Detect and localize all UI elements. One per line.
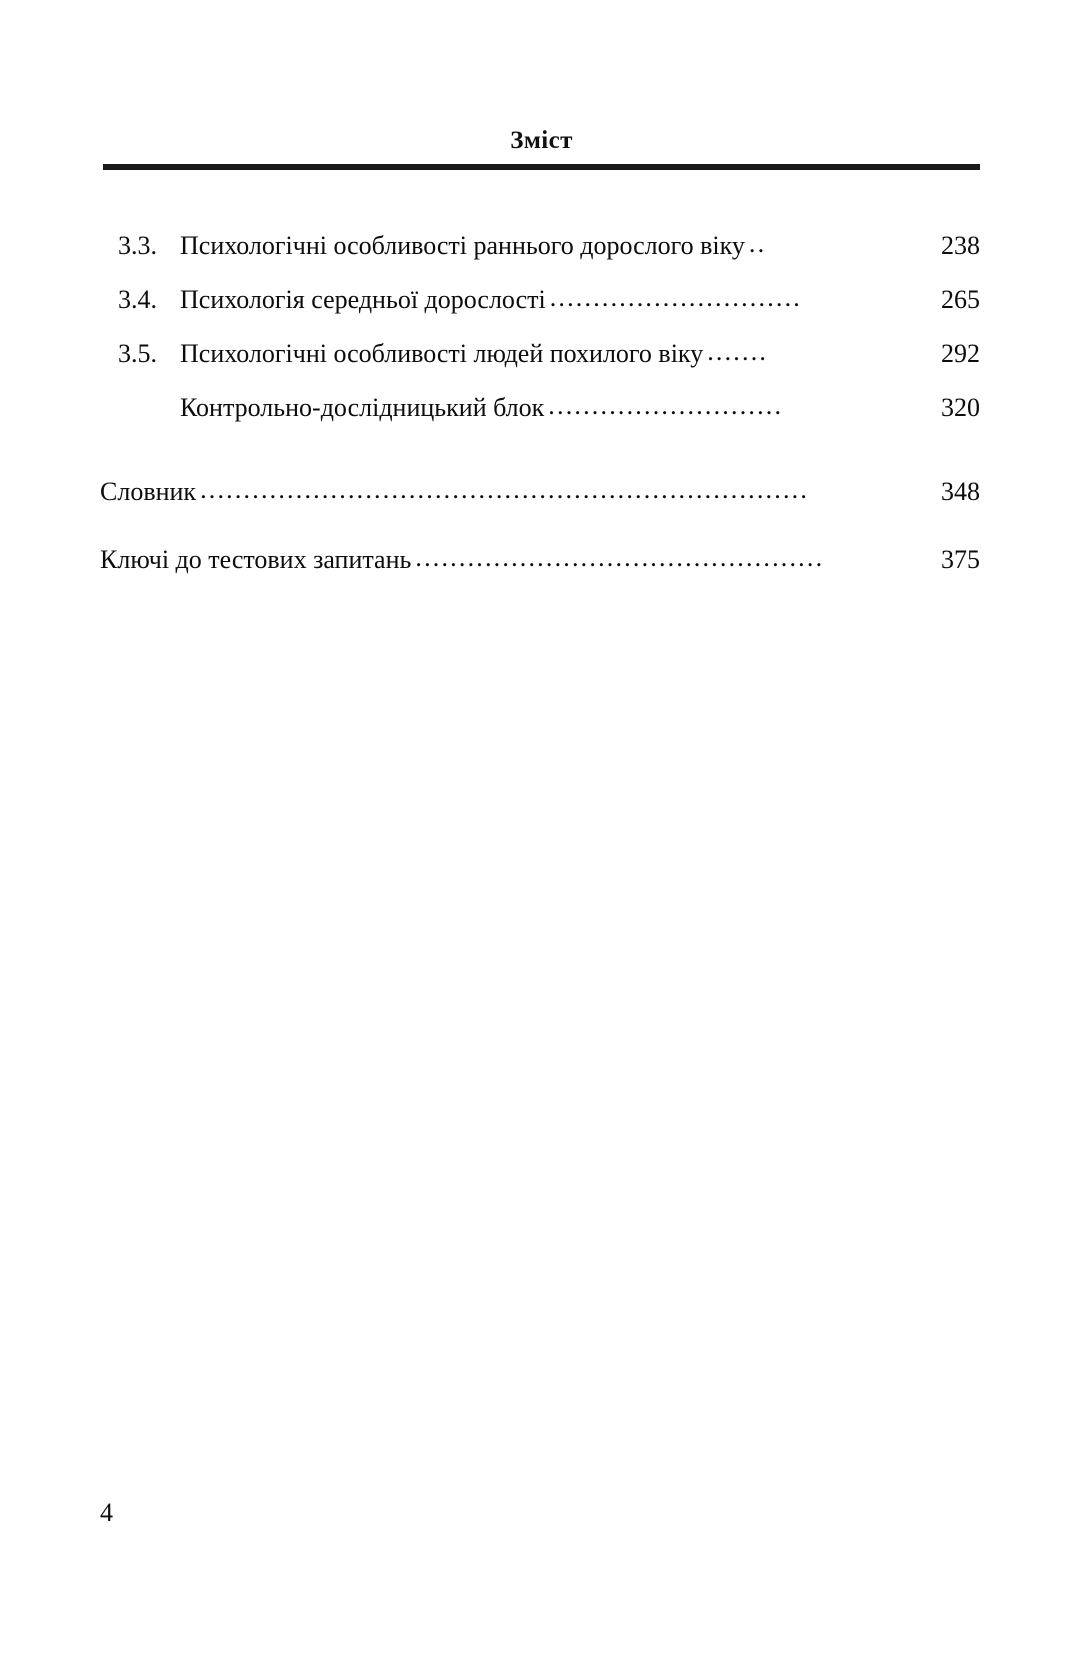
toc-entry[interactable]: [100, 285, 980, 315]
toc-entry[interactable]: [100, 545, 980, 575]
toc-entry-title: Психологічні особливості раннього дорослого віку: [180, 231, 745, 260]
toc-entry[interactable]: [100, 393, 980, 423]
toc-entry-number: 3.5.: [118, 339, 157, 368]
toc-entry-title: Контрольно-дослідницький блок: [180, 393, 545, 422]
toc-entry-page-number: 238: [941, 231, 980, 260]
toc-entry-page-number: 320: [941, 393, 980, 422]
page-title: Зміст: [510, 127, 573, 154]
toc-leader-dots: ...............................................: [415, 543, 825, 572]
toc-entry-title: Психологія середньої дорослості: [180, 285, 546, 314]
toc-entry-page-number: 375: [941, 545, 980, 574]
toc-entry-page-number: 348: [941, 477, 980, 506]
toc-leader-dots: ..: [748, 229, 767, 258]
running-head: [103, 126, 980, 170]
toc-entry-page-number: 292: [941, 339, 980, 368]
toc-entry-number: 3.3.: [118, 231, 157, 260]
toc-entry[interactable]: [100, 339, 980, 369]
table-of-contents: [100, 207, 980, 575]
toc-entry-page-number: 265: [941, 285, 980, 314]
toc-entry-title: Психологічні особливості людей похилого віку: [180, 339, 704, 368]
toc-leader-dots: .............................: [549, 283, 803, 312]
toc-entry-title: Ключі до тестових запитань: [100, 545, 412, 574]
toc-entry-number: 3.4.: [118, 285, 157, 314]
toc-leader-dots: ...........................: [548, 391, 784, 420]
toc-leader-dots: ......................................................................: [200, 475, 810, 504]
toc-entry[interactable]: [100, 477, 980, 507]
toc-leader-dots: .......: [707, 337, 769, 366]
toc-entry-title: Словник: [100, 477, 197, 506]
toc-entry[interactable]: [100, 231, 980, 261]
folio-page-number: 4: [100, 1498, 113, 1527]
header-divider: [103, 164, 980, 170]
